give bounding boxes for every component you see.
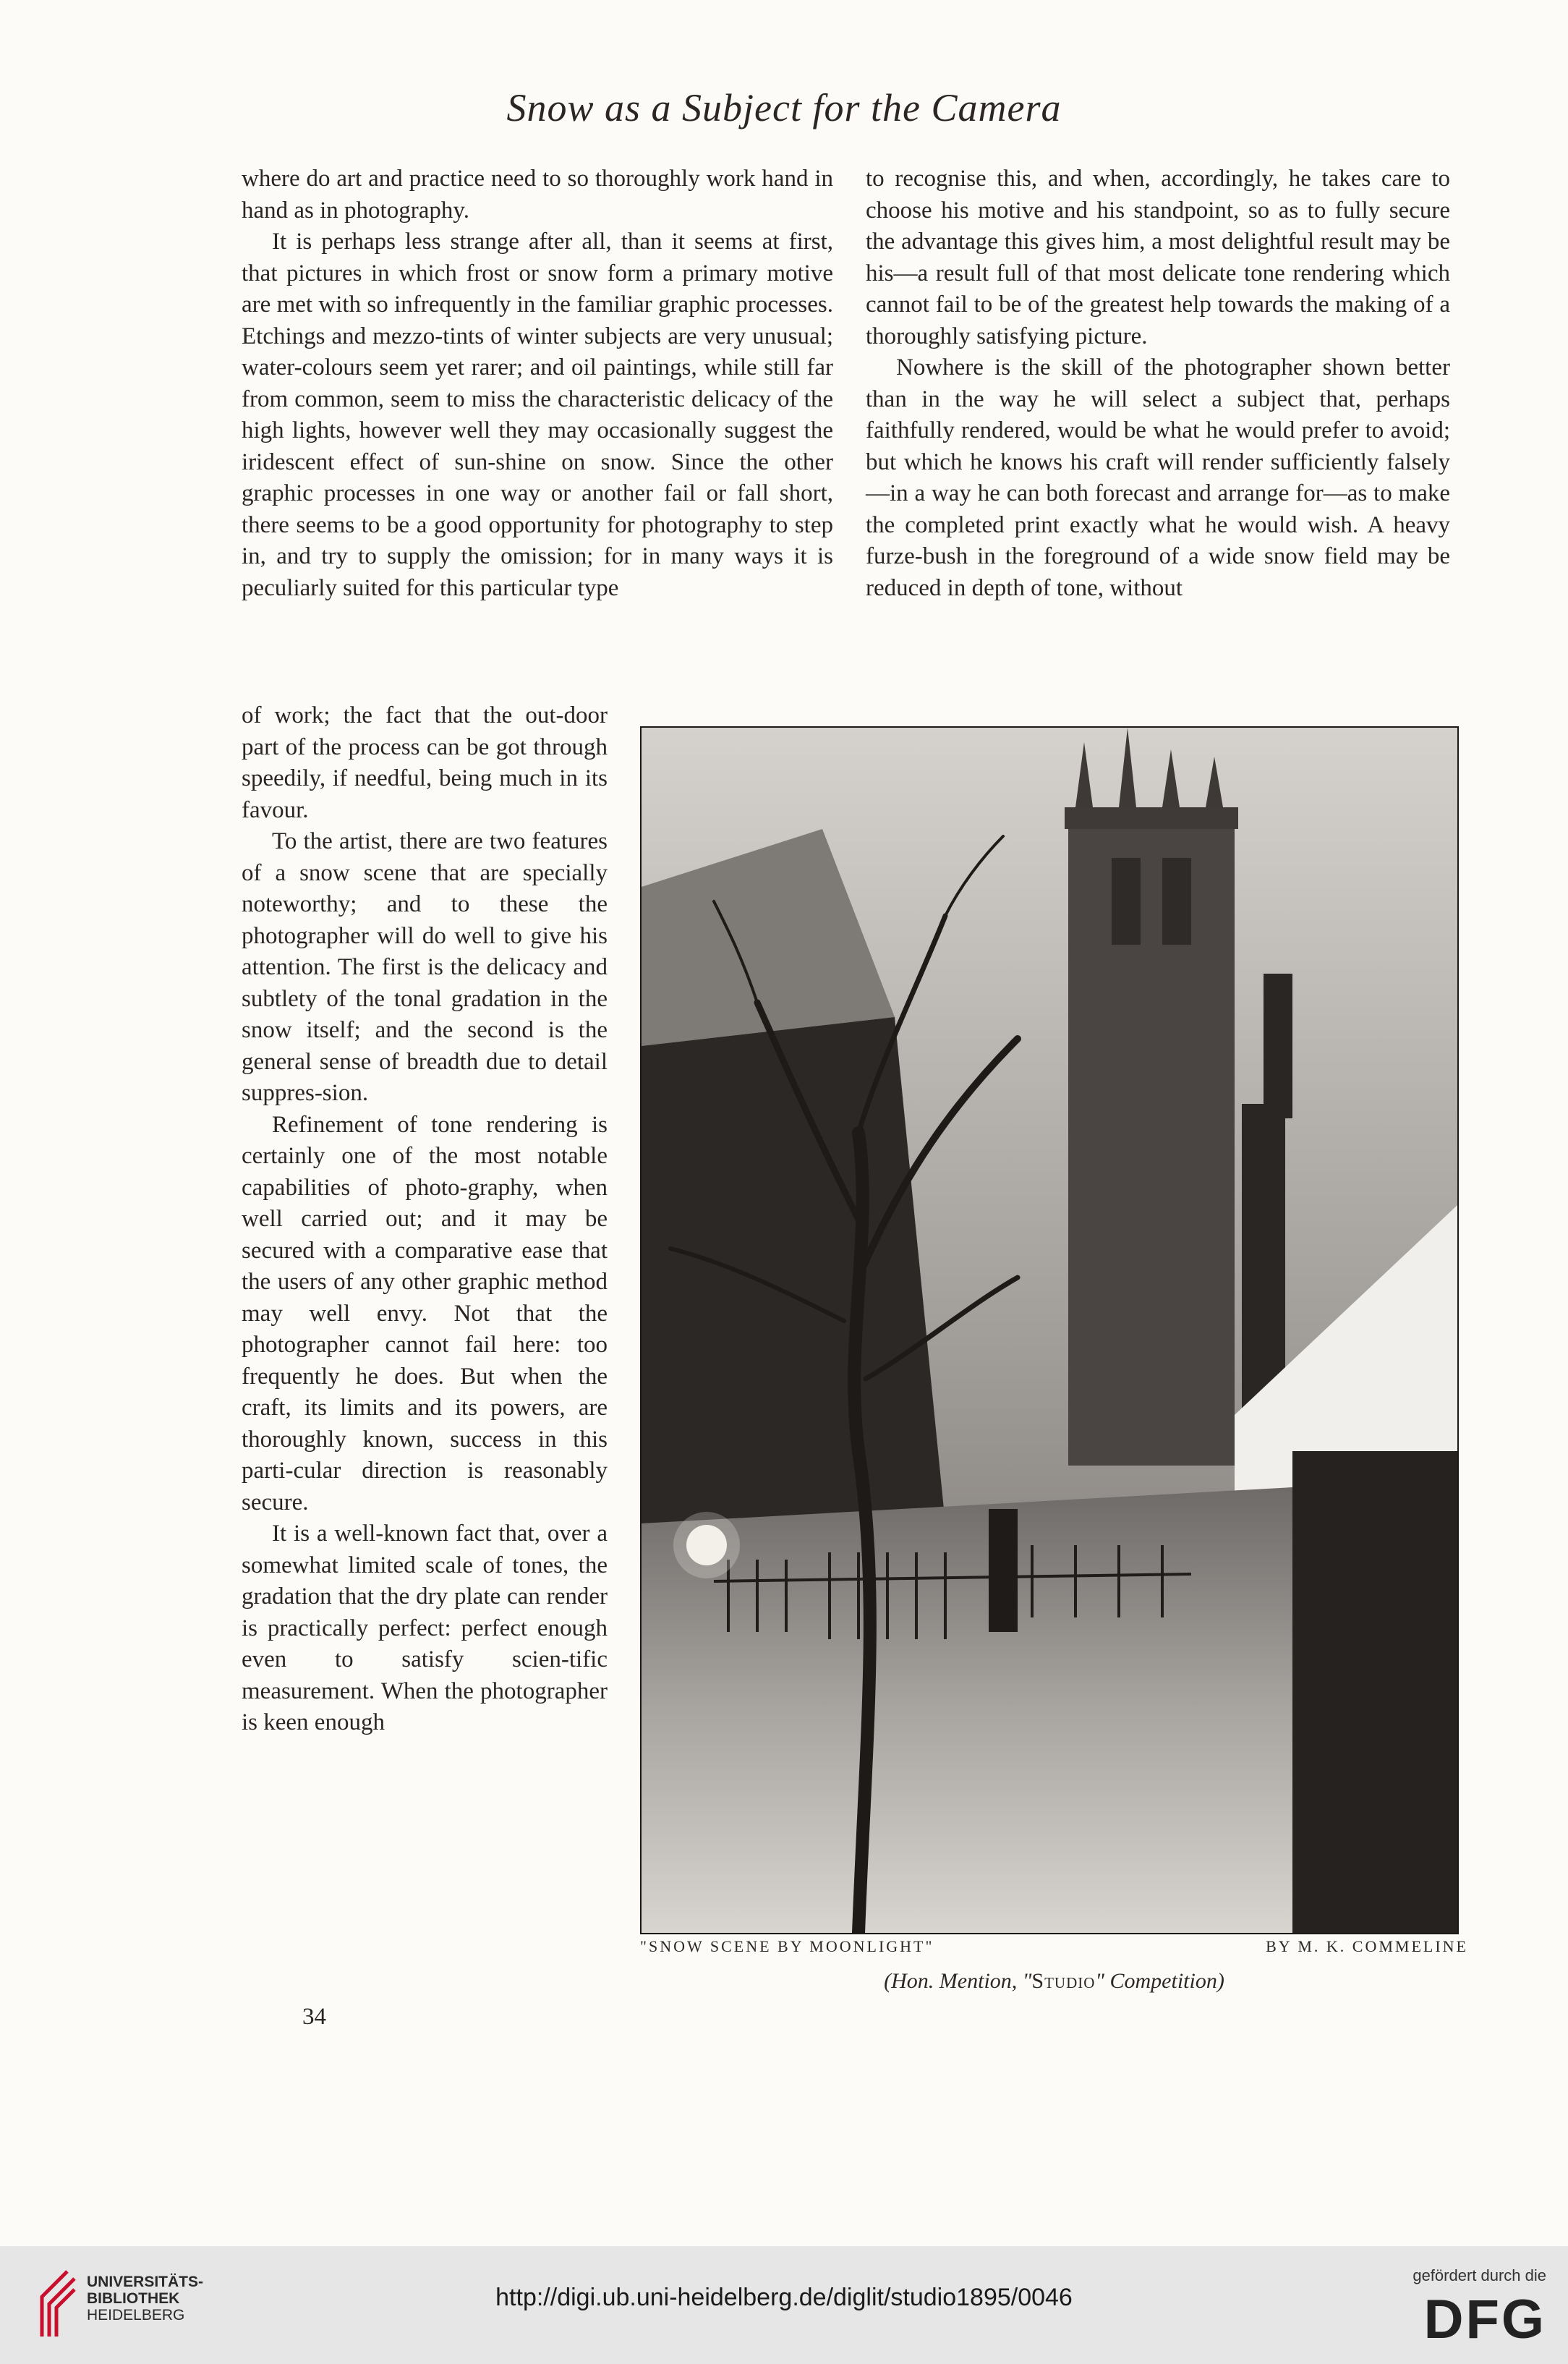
credit-studio: Studio	[1031, 1969, 1096, 1993]
right-column-top	[866, 163, 1450, 604]
dfg-logo: DFG	[1423, 2289, 1546, 2350]
caption-title: "SNOW SCENE BY MOONLIGHT"	[640, 1937, 934, 1955]
source-url-link[interactable]: http://digi.ub.uni-heidelberg.de/diglit/studio1895/0046	[495, 2284, 1073, 2311]
credit-prefix: (Hon. Mention, "	[884, 1969, 1032, 1993]
page-title: Snow as a Subject for the Camera	[506, 86, 1062, 129]
footer-bar	[0, 2246, 1568, 2364]
funding-label: gefördert durch die	[1413, 2266, 1546, 2284]
paragraph: It is a well-known fact that, over a somewhat limited scale of tones, the gradation that the dry plate can render is practically perfect: perfect enough even to satisfy scien-tific measurement. When the photographer is keen enough	[242, 1521, 608, 1735]
photo-credit	[640, 1969, 1468, 1994]
library-line-2: BIBLIOTHEK	[87, 2290, 180, 2307]
library-line-3: HEIDELBERG	[87, 2307, 185, 2323]
credit-suffix: " Competition)	[1095, 1969, 1224, 1993]
paragraph: to recognise this, and when, accordingly, he takes care to choose his motive and his standpoint, so as to fully secure the advantage this gives him, a most delightful result may be his—a result full of that most delicate tone rendering which cannot fail to be of the greatest help towards the making of a thoroughly satisfying picture.	[866, 166, 1450, 349]
left-column-top	[242, 163, 833, 604]
page-number: 34	[302, 2004, 326, 2030]
paragraph: where do art and practice need to so thoroughly work hand in hand as in photography.	[242, 166, 833, 224]
paragraph: To the artist, there are two features of a snow scene that are specially noteworthy; and to these the photographer will do well to give his attention. The first is the delicacy and subtlety of the tonal gradation in the snow itself; and the second is the general sense of breadth due to detail suppres-sion.	[242, 828, 608, 1106]
left-column-narrow	[242, 700, 608, 1739]
caption-author: BY M. K. COMMELINE	[1266, 1937, 1468, 1955]
paragraph: of work; the fact that the out-door part of the process can be got through speedily, if needful, being much in its favour.	[242, 702, 608, 823]
snow-scene-photograph	[640, 726, 1459, 1934]
library-line-1: UNIVERSITÄTS-	[87, 2274, 204, 2290]
paragraph: It is perhaps less strange after all, than it seems at first, that pictures in which frost or snow form a primary motive are met with so infrequently in the familiar graphic processes. Etchings and mezzo-tints of winter subjects are very unusual; water-colours seem yet rarer; and oil paintings, while still far from common, seem to miss the characteristic delicacy of the high lights, however well they may occasionally suggest the iridescent effect of sun-shine on snow. Since the other graphic processes in one way or another fail or fall short, there seems to be a good opportunity for photography to step in, and try to supply the omission; for in many ways it is peculiarly suited for this particular type	[242, 229, 833, 601]
paragraph: Refinement of tone rendering is certainly one of the most notable capabilities of photo-graphy, when well carried out; and it may be secured with a comparative ease that the users of any other graphic method may well envy. Not that the photographer cannot fail here: too frequently he does. But when the craft, its limits and its powers, are thoroughly known, success in this parti-cular direction is reasonably secure.	[242, 1111, 608, 1515]
photograph-illustration	[642, 728, 1457, 1933]
paragraph: Nowhere is the skill of the photographer shown better than in the way he will select a subject that, perhaps faithfully rendered, would be what he would prefer to avoid; but which he knows his craft will render sufficiently falsely—in a way he can both forecast and arrange for—as to make the completed print exactly what he would wish. A heavy furze-bush in the foreground of a wide snow field may be reduced in depth of tone, without	[866, 354, 1450, 601]
